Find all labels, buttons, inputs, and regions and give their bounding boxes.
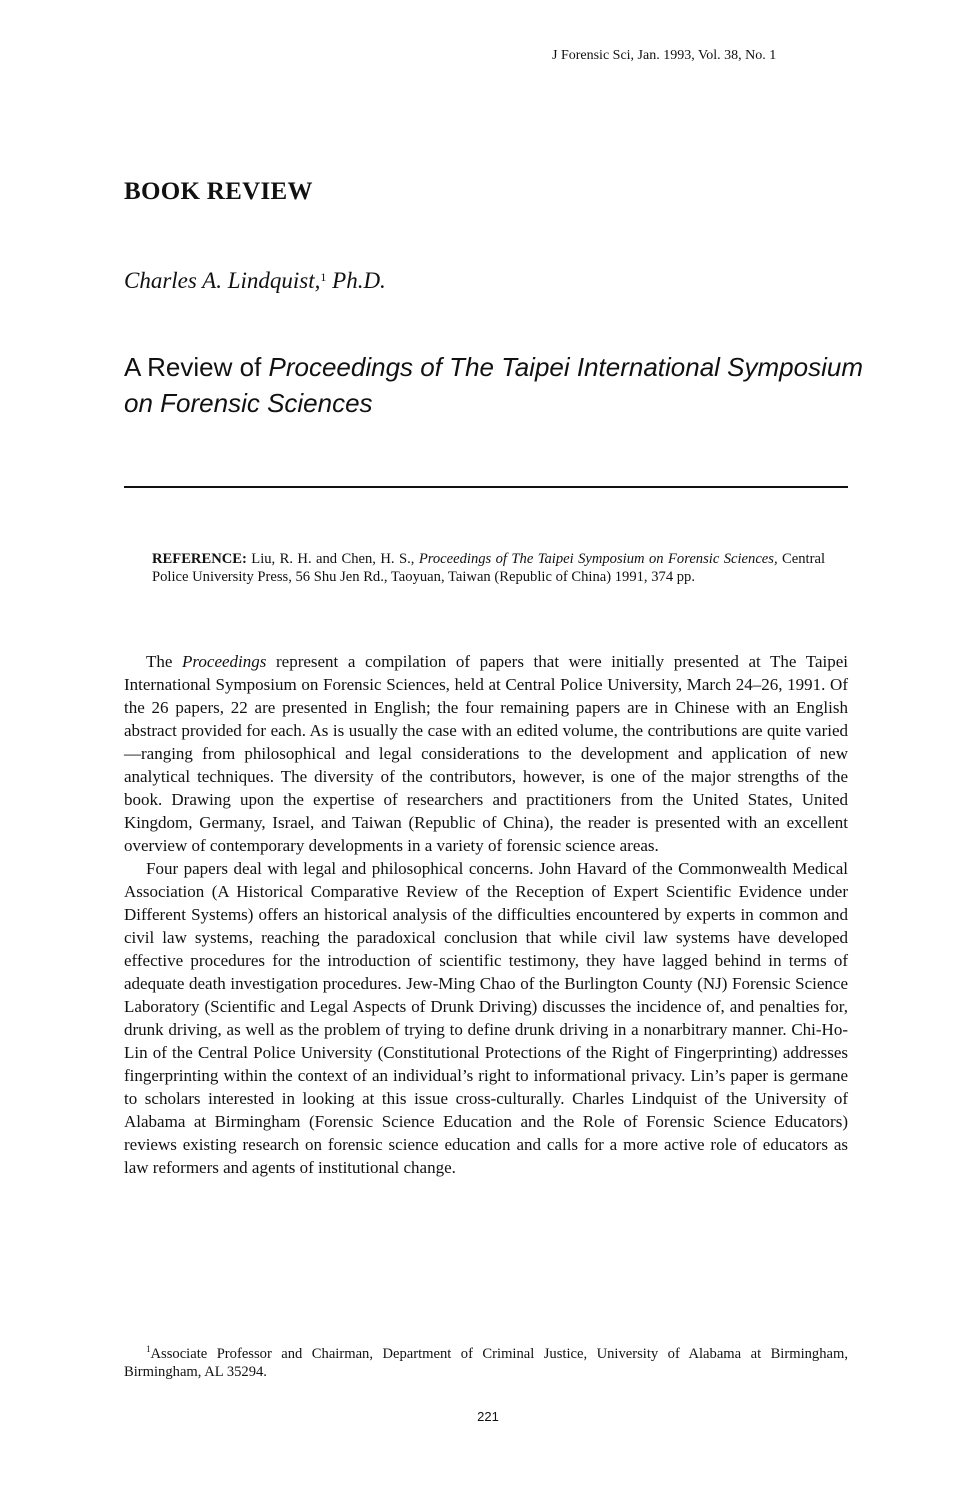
author-name: Charles A. Lindquist, (124, 268, 321, 293)
footnote-text: Associate Professor and Chairman, Department of Criminal Justice, University of Alabama at Birmingham, Birmingham, AL 35294. (124, 1345, 848, 1380)
paragraph-1-rest: represent a compilation of papers that were initially presented at The Taipei International Symposium on Forensic Sciences, held at Central Police University, March 24–26, 1991. Of the 26 papers, 22 are presented in English; the four remaining papers are in Chinese with an English abstract provided for each. As is usually the case with an edited volume, the contributions are quite varied—ranging from philosophical and legal considerations to the development and application of new analytical techniques. The diversity of the contributors, however, is one of the major strengths of the book. Drawing upon the expertise of researchers and practitioners from the United States, United Kingdom, Germany, Israel, and Taiwan (Republic of China), the reader is presented with an excellent overview of contemporary developments in a variety of forensic science areas. (124, 652, 848, 855)
title-divider (124, 486, 848, 488)
reference-block (152, 550, 825, 586)
section-label: BOOK REVIEW (124, 178, 313, 205)
author-footnote-mark: 1 (320, 270, 327, 284)
author-line (124, 268, 386, 294)
paragraph-2: Four papers deal with legal and philosophical concerns. John Havard of the Commonwealth Medical Association (A Historical Comparative Review of the Reception of Expert Scientific Evidence under Different Systems) offers an historical analysis of the difficulties encountered by experts in common and civil law systems, reaching the paradoxical conclusion that while civil law systems have developed effective procedures for the introduction of scientific testimony, they have lagged behind in terms of adequate death investigation procedures. Jew-Ming Chao of the Burlington County (NJ) Forensic Science Laboratory (Scientific and Legal Aspects of Drunk Driving) discusses the incidence of, and penalties for, drunk driving, as well as the problem of trying to define drunk driving in a nonarbitrary manner. Chi-Ho-Lin of the Central Police University (Constitutional Protections of the Right of Fingerprinting) addresses fingerprinting within the context of an individual’s right to informational privacy. Lin’s paper is germane to scholars interested in looking at this issue cross-culturally. Charles Lindquist of the University of Alabama at Birmingham (Forensic Science Education and the Role of Forensic Science Educators) reviews existing research on forensic science education and calls for a more active role of educators as law reformers and agents of institutional change. (124, 859, 848, 1177)
footnote-mark: 1 (146, 1344, 151, 1354)
author-degree: Ph.D. (332, 268, 386, 293)
body-text (124, 650, 848, 1179)
paragraph-1-start: The (146, 652, 183, 671)
page-number: 221 (477, 1409, 499, 1424)
running-head: J Forensic Sci, Jan. 1993, Vol. 38, No. 1 (552, 48, 777, 63)
reference-book-title: Proceedings of The Taipei Symposium on Forensic Sciences, (418, 551, 778, 567)
reference-details: Central Police University Press, 56 Shu Jen Rd., Taoyuan, Taiwan (Republic of China) 1991, 374 pp. (152, 551, 825, 585)
paragraph-1 (124, 650, 848, 857)
reference-label: REFERENCE: (152, 551, 247, 567)
article-title (124, 349, 864, 421)
paragraph-1-italic: Proceedings (182, 652, 267, 671)
title-prefix: A Review of (124, 352, 269, 382)
reference-authors: Liu, R. H. and Chen, H. S., (246, 551, 419, 567)
footnote (124, 1340, 848, 1381)
title-book-name: Proceedings of The Taipei International Symposium on Forensic Sciences (124, 352, 863, 418)
